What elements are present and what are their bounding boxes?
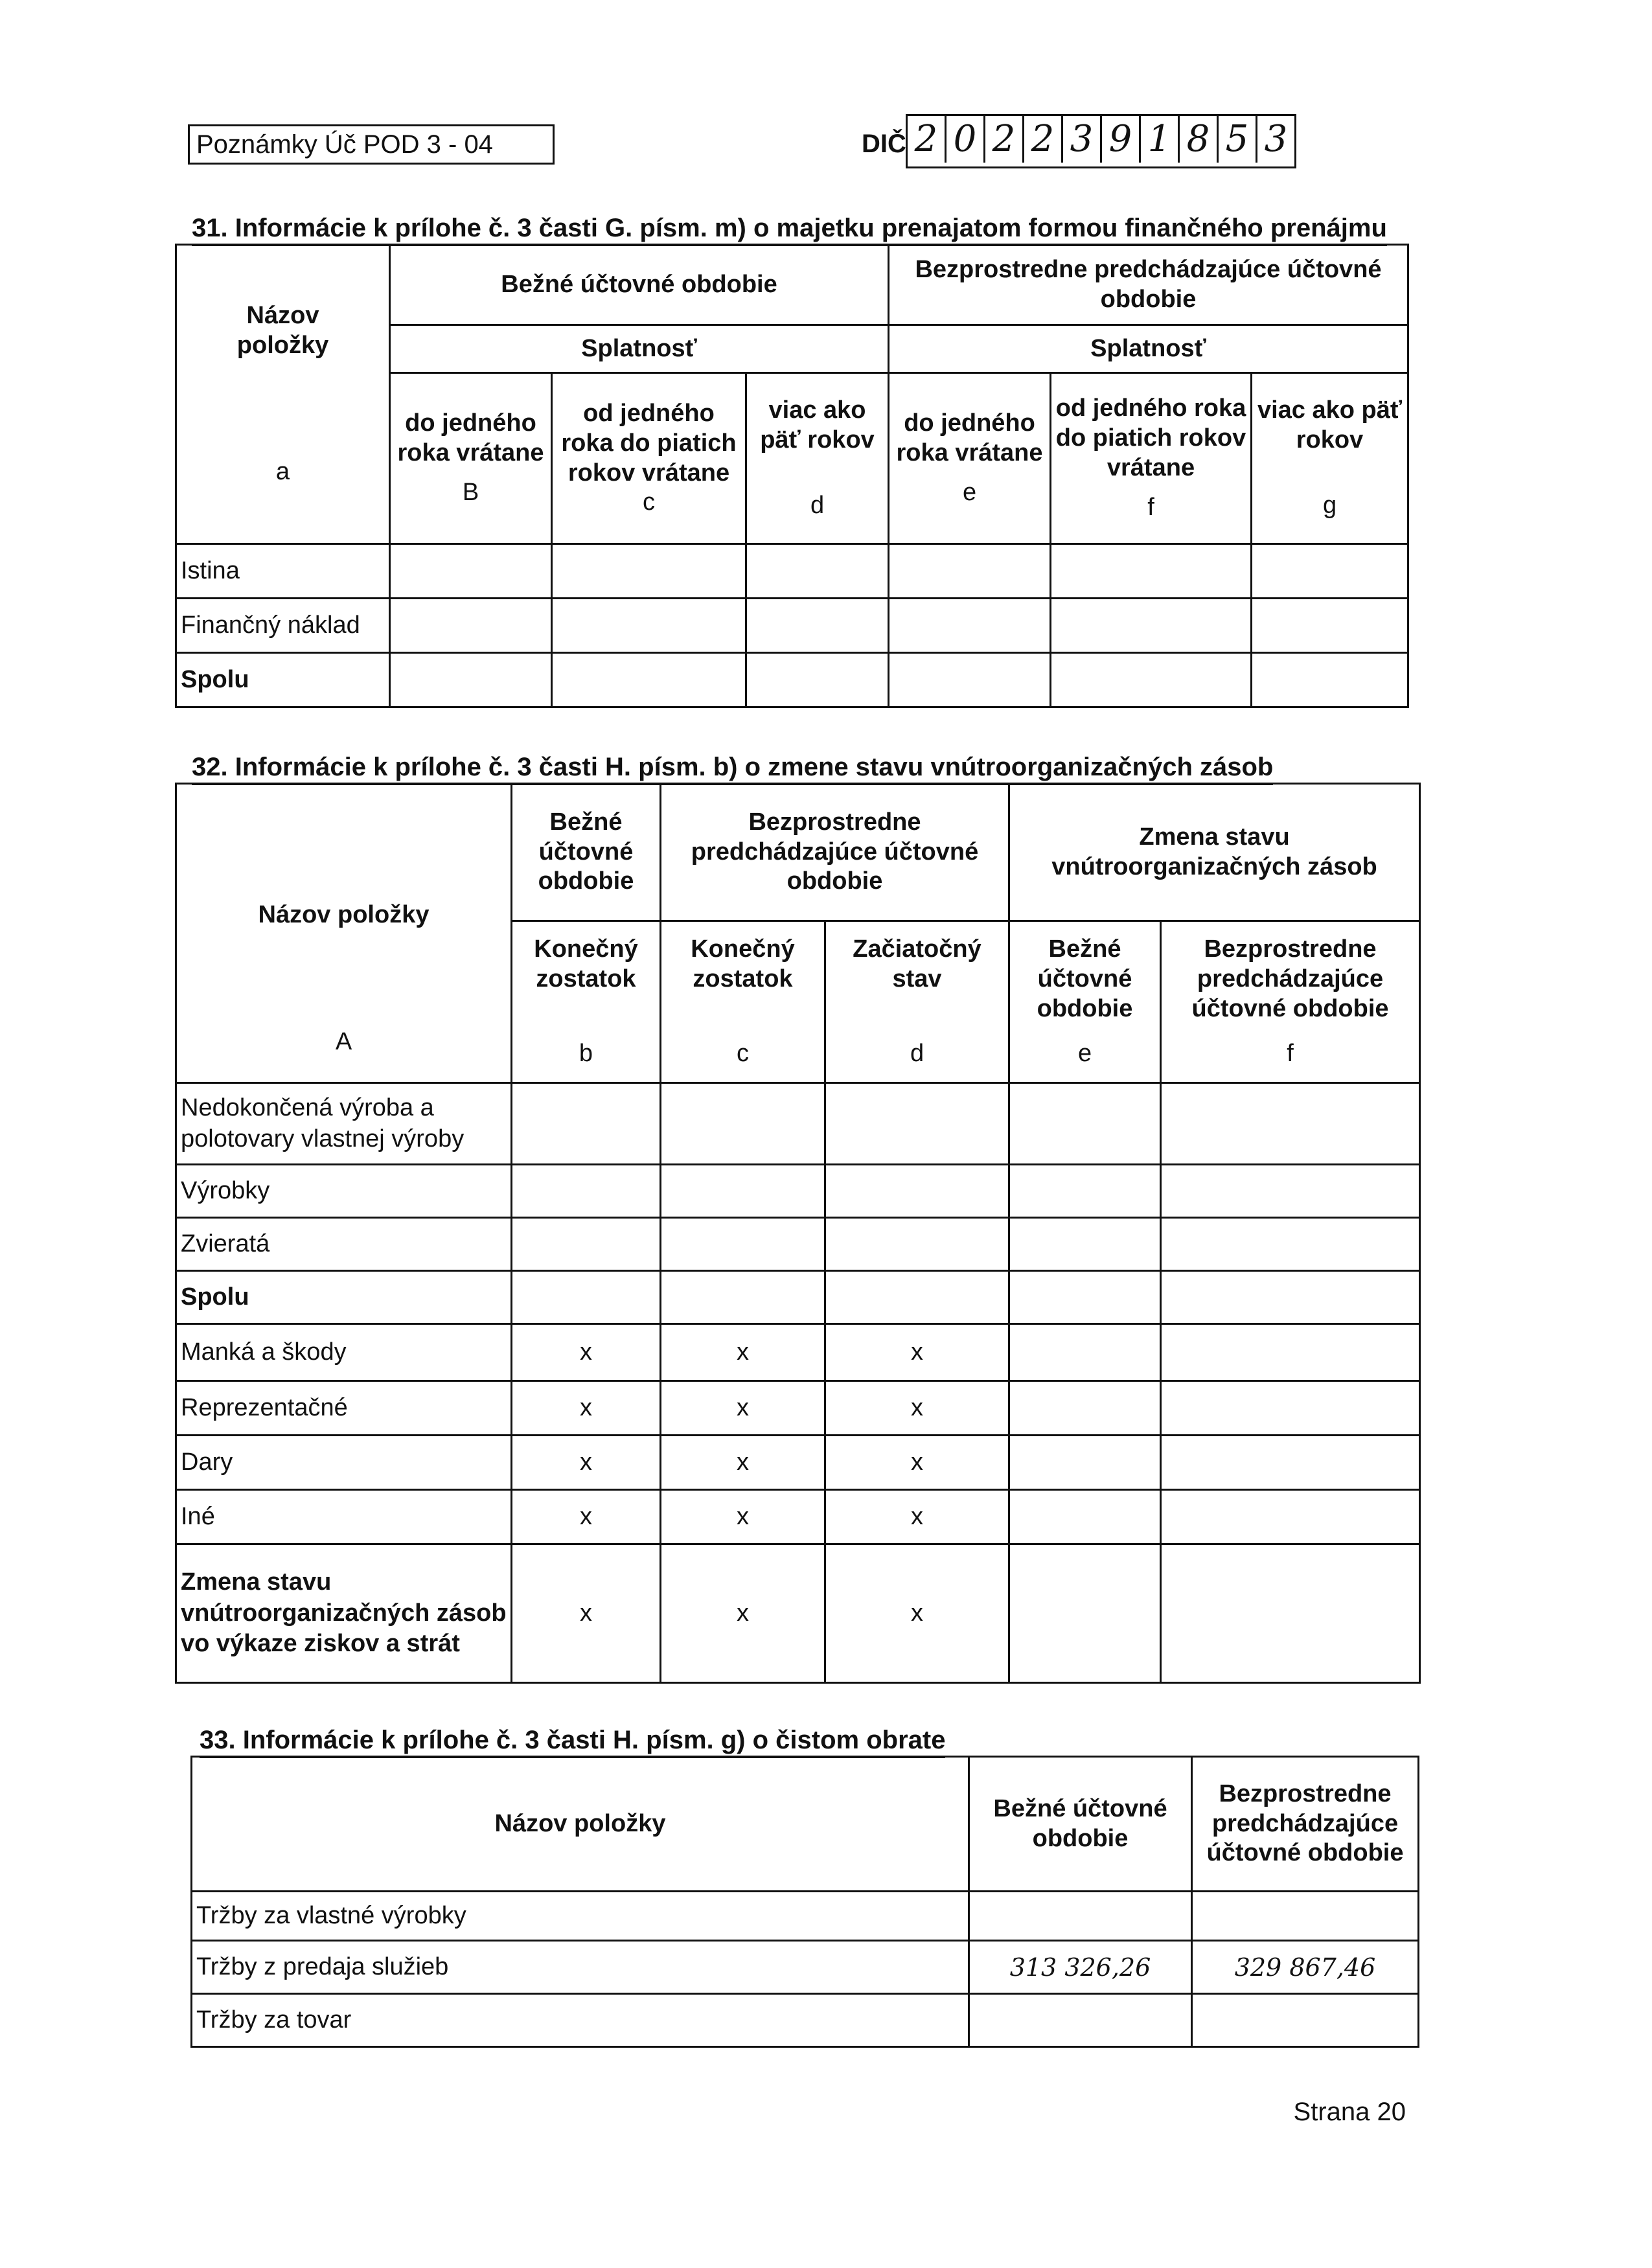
dic-digit: 2 bbox=[908, 116, 946, 163]
previous-value bbox=[1192, 1994, 1419, 2047]
table-cell bbox=[746, 599, 889, 653]
col-d-header: Začiatočný stav d bbox=[825, 921, 1009, 1083]
dic-digit: 9 bbox=[1102, 116, 1141, 163]
table-cell bbox=[1009, 1544, 1161, 1683]
col-e-header: Bežné účtovné obdobie e bbox=[1009, 921, 1161, 1083]
row-label: Manká a škody bbox=[176, 1324, 512, 1381]
table-row bbox=[176, 1324, 1420, 1381]
table-row bbox=[176, 1436, 1420, 1490]
table-cell bbox=[661, 1083, 825, 1165]
previous-period-header: Bezprostredne predchádzajúce účtovné obdobie bbox=[661, 784, 1009, 921]
row-label: Finančný náklad bbox=[176, 599, 390, 653]
page-number: Strana 20 bbox=[1293, 2098, 1406, 2126]
table-cell bbox=[390, 653, 552, 707]
table-cell bbox=[552, 544, 746, 599]
x-mark: x bbox=[661, 1490, 825, 1544]
x-mark: x bbox=[512, 1324, 661, 1381]
dic-digit: 2 bbox=[985, 116, 1024, 163]
x-mark: x bbox=[661, 1544, 825, 1683]
row-label: Tržby z predaja služieb bbox=[192, 1941, 969, 1994]
x-mark: x bbox=[825, 1381, 1009, 1436]
row-label: Tržby za tovar bbox=[192, 1994, 969, 2047]
table-cell bbox=[889, 544, 1051, 599]
table-cell bbox=[1252, 599, 1408, 653]
col-c-header: Konečný zostatok c bbox=[661, 921, 825, 1083]
name-header: Názov položky A bbox=[176, 784, 512, 1083]
table-row bbox=[176, 1165, 1420, 1218]
table-cell bbox=[390, 599, 552, 653]
section-31-title: 31. Informácie k prílohe č. 3 časti G. písm. m) o majetku prenajatom formou finančného prenájmu bbox=[192, 214, 1387, 246]
col-f-header: Bezprostredne predchádzajúce účtovné obdobie f bbox=[1161, 921, 1420, 1083]
current-value: 313 326,26 bbox=[969, 1941, 1192, 1994]
table-row bbox=[176, 1083, 1420, 1165]
table-row bbox=[176, 1490, 1420, 1544]
maturity-header: Splatnosť bbox=[390, 325, 889, 373]
section-32-table bbox=[175, 783, 1421, 1684]
table-cell bbox=[1252, 653, 1408, 707]
form-label: Poznámky Úč POD 3 - 04 bbox=[188, 124, 555, 165]
table-cell bbox=[889, 599, 1051, 653]
table-cell bbox=[825, 1165, 1009, 1218]
section-32-body bbox=[176, 1083, 1420, 1683]
table-row bbox=[176, 1271, 1420, 1324]
table-cell bbox=[889, 653, 1051, 707]
table-cell bbox=[825, 1271, 1009, 1324]
x-mark: x bbox=[661, 1324, 825, 1381]
table-cell bbox=[746, 544, 889, 599]
previous-value bbox=[1192, 1892, 1419, 1941]
table-cell bbox=[390, 544, 552, 599]
row-label: Reprezentačné bbox=[176, 1381, 512, 1436]
name-header: Názov položky bbox=[192, 1757, 969, 1892]
table-row bbox=[176, 1218, 1420, 1271]
current-period-header: Bežné účtovné obdobie bbox=[512, 784, 661, 921]
x-mark: x bbox=[512, 1381, 661, 1436]
table-cell bbox=[1161, 1165, 1420, 1218]
dic-digit: 3 bbox=[1063, 116, 1102, 163]
row-label: Zvieratá bbox=[176, 1218, 512, 1271]
col-g-header: viac ako päť rokov g bbox=[1252, 373, 1408, 544]
table-cell bbox=[1161, 1544, 1420, 1683]
table-cell bbox=[1009, 1083, 1161, 1165]
row-label: Istina bbox=[176, 544, 390, 599]
table-cell bbox=[512, 1165, 661, 1218]
col-d-header: viac ako päť rokov d bbox=[746, 373, 889, 544]
dic-digit: 3 bbox=[1264, 118, 1288, 160]
table-cell bbox=[1161, 1083, 1420, 1165]
table-cell bbox=[1161, 1271, 1420, 1324]
table-cell bbox=[825, 1218, 1009, 1271]
previous-period-header: Bezprostredne predchádzajúce účtovné obdobie bbox=[889, 245, 1408, 325]
table-cell bbox=[1161, 1218, 1420, 1271]
table-cell bbox=[1009, 1436, 1161, 1490]
dic-digit: 5 bbox=[1219, 116, 1257, 163]
current-value bbox=[969, 1892, 1192, 1941]
table-cell bbox=[1009, 1381, 1161, 1436]
col-f-header: od jedného roka do piatich rokov vrátane f bbox=[1051, 373, 1252, 544]
row-label: Nedokončená výroba a polotovary vlastnej výroby bbox=[176, 1083, 512, 1165]
table-cell bbox=[552, 599, 746, 653]
row-label: Tržby za vlastné výrobky bbox=[192, 1892, 969, 1941]
change-header: Zmena stavu vnútroorganizačných zásob bbox=[1009, 784, 1420, 921]
table-cell bbox=[1051, 653, 1252, 707]
x-mark: x bbox=[825, 1324, 1009, 1381]
table-cell bbox=[746, 653, 889, 707]
col-e-header: do jedného roka vrátane e bbox=[889, 373, 1051, 544]
current-value bbox=[969, 1994, 1192, 2047]
row-label: Zmena stavu vnútroorganizačných zásob vo výkaze ziskov a strát bbox=[176, 1544, 512, 1683]
row-label: Spolu bbox=[176, 1271, 512, 1324]
table-cell bbox=[1161, 1324, 1420, 1381]
previous-value: 329 867,46 bbox=[1192, 1941, 1419, 1994]
x-mark: x bbox=[512, 1490, 661, 1544]
table-cell bbox=[1009, 1490, 1161, 1544]
x-mark: x bbox=[825, 1490, 1009, 1544]
x-mark: x bbox=[512, 1436, 661, 1490]
table-cell bbox=[825, 1083, 1009, 1165]
row-label: Spolu bbox=[176, 653, 390, 707]
x-mark: x bbox=[661, 1436, 825, 1490]
x-mark: x bbox=[825, 1436, 1009, 1490]
table-cell bbox=[512, 1218, 661, 1271]
dic-digit: 2 bbox=[1024, 116, 1063, 163]
dic-digit-boxes bbox=[906, 114, 1296, 168]
row-label: Výrobky bbox=[176, 1165, 512, 1218]
table-cell bbox=[1009, 1165, 1161, 1218]
table-cell bbox=[512, 1271, 661, 1324]
table-cell bbox=[661, 1271, 825, 1324]
table-cell bbox=[1161, 1381, 1420, 1436]
table-cell bbox=[1009, 1324, 1161, 1381]
table-cell bbox=[1009, 1218, 1161, 1271]
table-cell bbox=[661, 1165, 825, 1218]
col-b-header: do jedného roka vrátane B bbox=[390, 373, 552, 544]
x-mark: x bbox=[661, 1381, 825, 1436]
col-b-header: Konečný zostatok b bbox=[512, 921, 661, 1083]
dic-label: DIČ bbox=[862, 130, 906, 158]
x-mark: x bbox=[512, 1544, 661, 1683]
table-cell bbox=[512, 1083, 661, 1165]
name-header: Názov položky a bbox=[176, 245, 390, 544]
current-period-header: Bežné účtovné obdobie bbox=[969, 1757, 1192, 1892]
col-c-header: od jedného roka do piatich rokov vrátane c bbox=[552, 373, 746, 544]
table-cell bbox=[1252, 544, 1408, 599]
section-31-table bbox=[175, 244, 1409, 708]
dic-digit: 1 bbox=[1141, 116, 1180, 163]
table-cell bbox=[1051, 599, 1252, 653]
section-32-title: 32. Informácie k prílohe č. 3 časti H. písm. b) o zmene stavu vnútroorganizačných zásob bbox=[192, 753, 1273, 785]
x-mark: x bbox=[825, 1544, 1009, 1683]
table-cell bbox=[1161, 1436, 1420, 1490]
maturity-header: Splatnosť bbox=[889, 325, 1408, 373]
dic-digit: 8 bbox=[1180, 116, 1219, 163]
table-row bbox=[176, 1381, 1420, 1436]
table-cell bbox=[1161, 1490, 1420, 1544]
table-cell bbox=[661, 1218, 825, 1271]
row-label: Dary bbox=[176, 1436, 512, 1490]
row-label: Iné bbox=[176, 1490, 512, 1544]
table-cell bbox=[1051, 544, 1252, 599]
section-33-table bbox=[190, 1756, 1419, 2048]
previous-period-header: Bezprostredne predchádzajúce účtovné obdobie bbox=[1192, 1757, 1419, 1892]
dic-digit: 0 bbox=[946, 116, 985, 163]
table-cell bbox=[1009, 1271, 1161, 1324]
section-33-title: 33. Informácie k prílohe č. 3 časti H. písm. g) o čistom obrate bbox=[200, 1726, 945, 1758]
current-period-header: Bežné účtovné obdobie bbox=[390, 245, 889, 325]
table-cell bbox=[552, 653, 746, 707]
table-row bbox=[176, 1544, 1420, 1683]
